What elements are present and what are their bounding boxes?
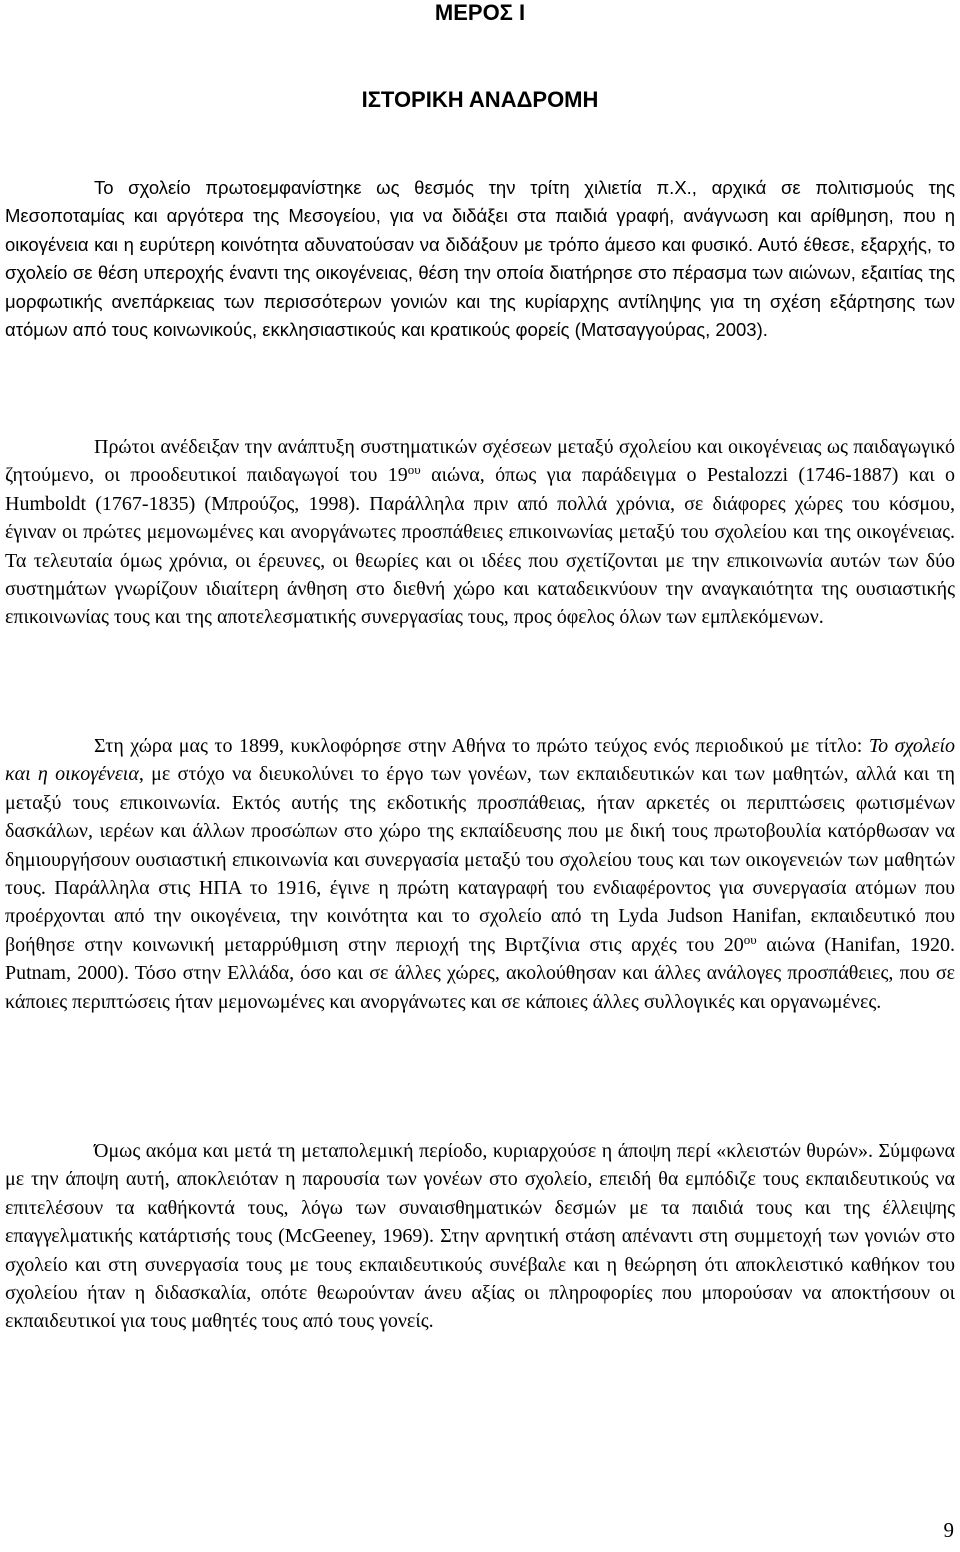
ordinal-superscript: ου xyxy=(407,462,421,478)
paragraph-text: Το σχολείο πρωτοεμφανίστηκε ως θεσμός την τρίτη χιλιετία π.Χ., αρχικά σε πολιτισμούς της Μεσοποταμίας και αργότερα της Μεσογείου, για να διδάξει στα παιδιά γραφή, ανάγνωση και αρίθμηση, που η οικογένεια και η ευρύτερη κοινότητα αδυνατούσαν να διδάξουν με τρόπο άμεσο και φυσικό. Αυτό έθεσε, εξαρχής, το σχολείο σε θέση υπεροχής έναντι της οικογένειας, θέση την οποία διατήρησε στο πέρασμα των αιώνων, εξαιτίας της μορφωτικής ανεπάρκειας των περισσότερων γονιών και της κυρίαρχης αντίληψης για τη σχέση εξάρτησης των ατόμων από τους κοινωνικούς, εκκλησιαστικούς και κρατικούς φορείς (Ματσαγγούρας, 2003). xyxy=(5,177,955,341)
paragraph-greece-1899 xyxy=(5,732,955,1016)
part-heading: ΜΕΡΟΣ Ι xyxy=(434,0,526,25)
paragraph-text: αιώνα, όπως για παράδειγμα ο Pestalozzi (1746-1887) και ο Humboldt (1767-1835) (Μπρούζος, 1998). Παράλληλα πριν από πολλά χρόνια, σε διάφορες χώρες του κόσμου, έγιναν οι πρώτες μεμονωμένες και ανοργάνωτες προσπάθειες επικοινωνίας μεταξύ του σχολείου και της οικογένειας. Τα τελευταία όμως χρόνια, οι έρευνες, οι θεωρίες και οι ιδέες που σχετίζονται με την επικοινωνία αυτών των δύο συστημάτων γνωρίζουν ιδιαίτερη άνθηση στο διεθνή χώρο και καταδεικνύουν την αναγκαιότητα της ουσιαστικής επικοινωνίας τους και της αποτελεσματικής συνεργασίας τους, προς όφελος όλων των εμπλεκόμενων. xyxy=(5,464,956,629)
paragraph-text: , με στόχο να διευκολύνει το έργο των γονέων, των εκπαιδευτικών και των μαθητών, αλλά και τη μεταξύ τους επικοινωνία. Εκτός αυτής της εκδοτικής προσπάθειας, ήταν αρκετές οι περιπτώσεις φωτισμένων δασκάλων, ιερέων και άλλων προσώπων στο χώρο της εκπαίδευσης που με δική τους πρωτοβουλία κατόρθωσαν να δημιουργήσουν ουσιαστική επικοινωνία και συνεργασία μεταξύ του σχολείου τους και των οικογενειών των μαθητών τους. Παράλληλα στις ΗΠΑ το 1916, έγινε η πρώτη καταγραφή του ενδιαφέροντος για συνεργασία ατόμων που προέρχονται από την οικογένεια, την κοινότητα και το σχολείο από τη Lyda Judson Hanifan, εκπαιδευτικό που βοήθησε στην κοινωνική μεταρρύθμιση στην περιοχή της Βιρτζίνια στις αρχές του 20 xyxy=(5,763,955,956)
paragraph-text: Πρώτοι ανέδειξαν την ανάπτυξη συστηματικών σχέσεων μεταξύ σχολείου και οικογένειας ως παιδαγωγικό ζητούμενο, οι προοδευτικοί παιδαγωγοί του 19 xyxy=(5,436,955,487)
paragraph-text: Όμως ακόμα και μετά τη μεταπολεμική περίοδο, κυριαρχούσε η άποψη περί «κλειστών θυρών». Σύμφωνα με την άποψη αυτή, αποκλειόταν η παρουσία των γονέων στο σχολείο, επειδή θα εμπόδιζε τους εκπαιδευτικούς να επιτελέσουν τα καθήκοντά τους, λόγω των συναισθηματικών δεσμών με τα παιδιά τους και της έλλειψης επαγγελματικής κατάρτισής τους (McGeeney, 1969). Στην αρνητική στάση απέναντι στη συμμετοχή των γονιών στο σχολείο και στη συνεργασία τους με τους εκπαιδευτικούς συνέβαλε και η θεώρηση ότι αποκλειστικό καθήκον του σχολείου ήταν η διδασκαλία, οπότε θεωρούνταν άνευ αξίας οι πληροφορίες που μπορούσαν να αποκτήσουν οι εκπαιδευτικοί για τους μαθητές τους από τους γονείς. xyxy=(5,1140,955,1333)
chapter-heading: ΙΣΤΟΡΙΚΗ ΑΝΑΔΡΟΜΗ xyxy=(361,87,599,112)
paragraph-progressive-educators xyxy=(5,433,955,632)
paragraph-closed-doors xyxy=(5,1137,955,1336)
paragraph-text: αιώνα (Hanifan, 1920. Putnam, 2000). Τόσο στην Ελλάδα, όσο και σε άλλες χώρες, ακολούθησαν και άλλες ανάλογες προσπάθειες, που σε κάποιες περιπτώσεις ήταν μεμονωμένες και ανοργάνωτες και σε κάποιες άλλες συλλογικές και οργανωμένες. xyxy=(5,933,956,1013)
paragraph-text: Στη χώρα μας το 1899, κυκλοφόρησε στην Αθήνα το πρώτο τεύχος ενός περιοδικού με τίτλο: xyxy=(94,735,869,757)
page-number: 9 xyxy=(943,1518,954,1542)
paragraph-school-origins xyxy=(5,174,955,344)
periodical-title: Το σχολείο και η οικογένεια xyxy=(5,735,955,786)
ordinal-superscript: ου xyxy=(743,931,757,947)
